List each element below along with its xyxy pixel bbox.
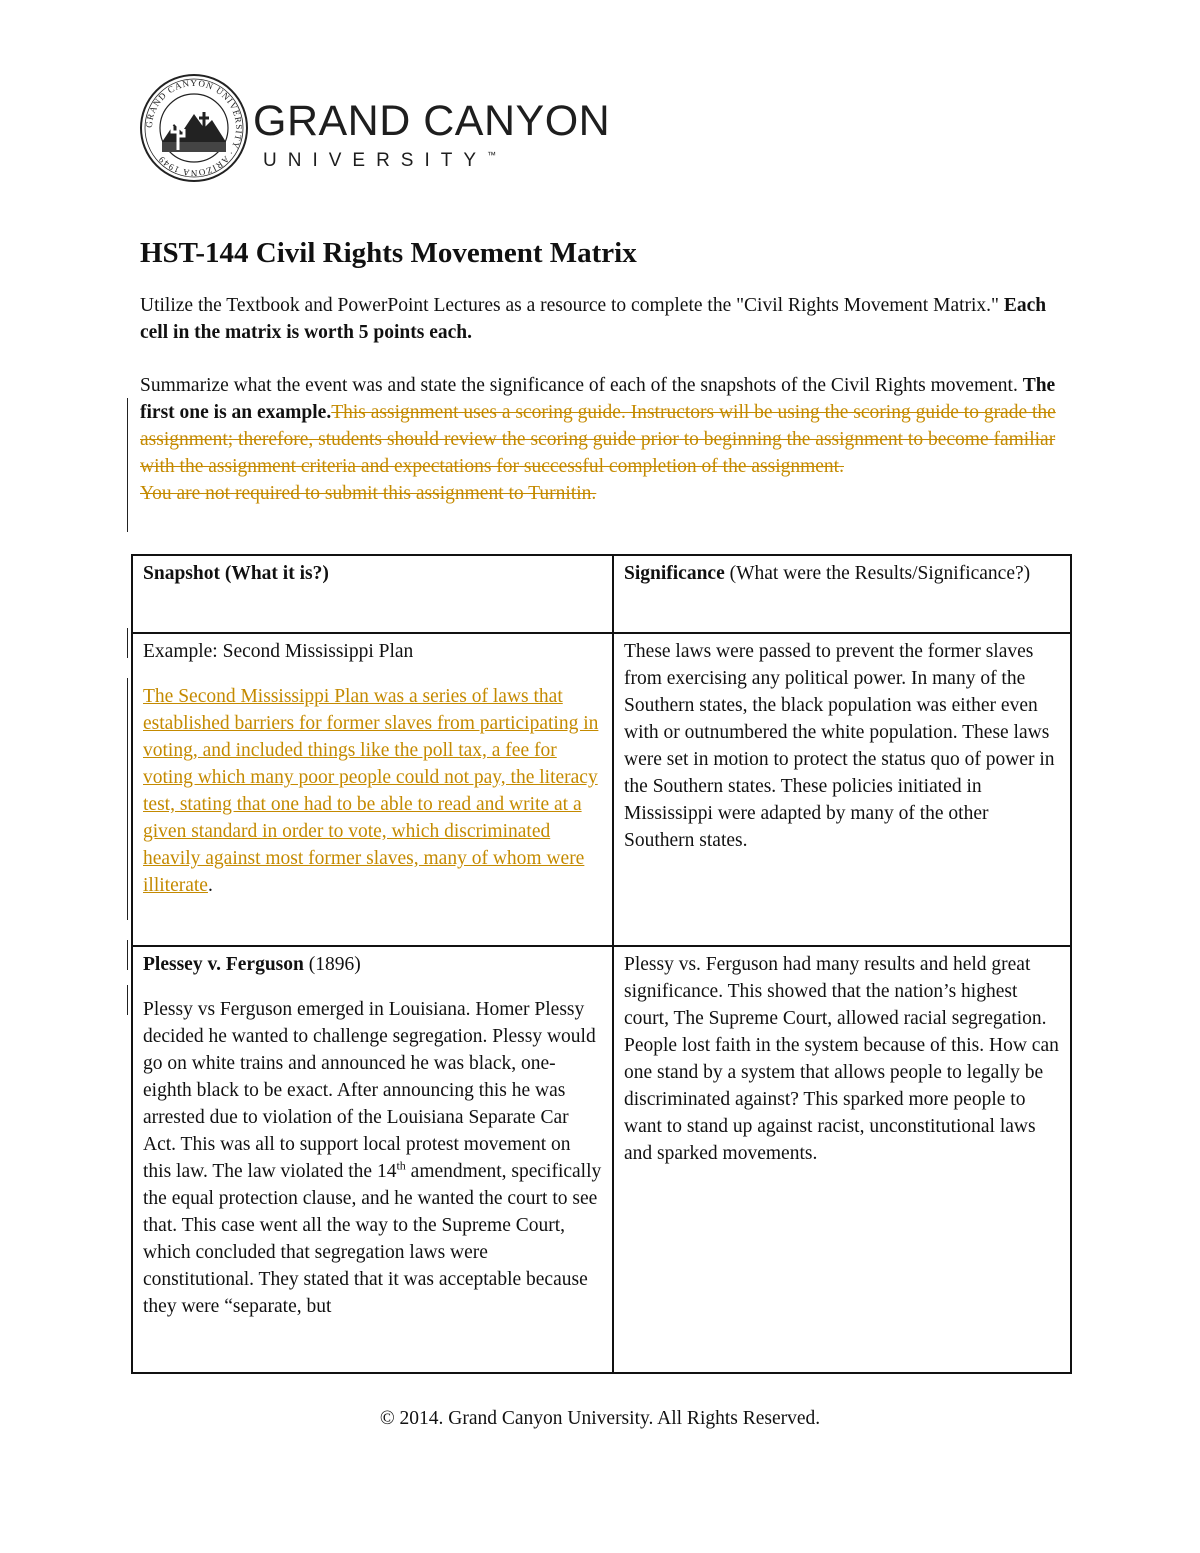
plessy-description	[143, 996, 602, 1320]
intro-paragraph	[140, 292, 1070, 346]
change-bar	[127, 985, 128, 1015]
university-seal-icon	[138, 72, 250, 184]
plessy-title-bold: Plessey v. Ferguson	[143, 954, 304, 975]
header-snapshot-cell	[132, 555, 613, 633]
plessy-text-a: Plessy vs Ferguson emerged in Louisiana. Homer Plessy decided he wanted to challenge segregation. Plessy would go on white trains and announced he was black, one- eighth black to be exact. After announcing this he was arrested due to violation of the Louisiana Separate Car Act. This was all to support local protest movement on this law. The law violated the 14	[143, 999, 596, 1182]
example-snapshot-cell	[132, 633, 613, 946]
change-bar	[127, 628, 128, 658]
copyright-footer: © 2014. Grand Canyon University. All Rights Reserved.	[379, 1408, 821, 1429]
header-significance-label: Significance	[624, 563, 725, 584]
change-bar	[127, 398, 128, 532]
page-title: HST-144 Civil Rights Movement Matrix	[140, 237, 637, 269]
intro-points-note: Each cell in the matrix is worth 5 points each.	[140, 295, 1047, 343]
change-bar	[127, 940, 128, 970]
header-snapshot-label: Snapshot (What it is?)	[143, 563, 329, 584]
example-significance-cell	[613, 633, 1071, 946]
university-subtitle-text: UNIVERSITY	[263, 150, 488, 171]
plessy-year: (1896)	[303, 954, 361, 975]
plessy-ordinal-suffix: th	[396, 1158, 406, 1173]
example-significance: These laws were passed to prevent the former slaves from exercising any political power. In many of the Southern states, the black population was either even with or outnumbered the white population. These laws were set in motion to protect the status quo of power in the Southern states. These policies initiated in Mississippi were adapted by many of the other Southern states.	[624, 641, 1055, 851]
seal-lettering: GRAND CANYON UNIVERSITY · ARIZONA 1949	[143, 77, 245, 179]
trademark-symbol: ™	[487, 150, 497, 160]
plessy-snapshot-cell	[132, 946, 613, 1373]
university-name: GRAND CANYON	[253, 97, 611, 145]
table-row	[132, 633, 1071, 946]
deleted-scoring-guide-text: This assignment uses a scoring guide. Instructors will be using the scoring guide to grade the assignment; therefore, students should review the scoring guide prior to beginning the assignment to become familiar with the assignment criteria and expectations for successful completion of the assignment.	[140, 402, 1056, 477]
instructions-text: Summarize what the event was and state the significance of each of the snapshots of the Civil Rights movement.	[140, 375, 1023, 396]
table-header-row	[132, 555, 1071, 633]
example-period: .	[207, 875, 213, 896]
deleted-turnitin-text: You are not required to submit this assignment to Turnitin.	[140, 483, 597, 504]
header-significance-cell	[613, 555, 1071, 633]
example-note: The first one is an example.	[140, 375, 1056, 423]
header-significance-hint: (What were the Results/Significance?)	[724, 563, 1031, 584]
plessy-significance-cell	[613, 946, 1071, 1373]
example-description-paragraph	[143, 683, 602, 899]
plessy-title	[143, 951, 602, 978]
plessy-significance: Plessy vs. Ferguson had many results and held great significance. This showed that the nation’s highest court, The Supreme Court, allowed racial segregation. People lost faith in the system because of this. How can one stand by a system that allows people to legally be discriminated against? This sparked more people to want to stand up against racist, unconstitutional laws and sparked movements.	[624, 954, 1059, 1164]
university-subtitle	[263, 151, 496, 170]
table-row	[132, 946, 1071, 1373]
example-description: The Second Mississippi Plan was a series of laws that established barriers for former slaves from participating in voting, and included things like the poll tax, a fee for voting which many poor people could not pay, the literacy test, stating that one had to be able to read and write at a given standard in order to vote, which discriminated heavily against most former slaves, many of whom were illiterate	[143, 686, 599, 896]
example-label: Example: Second Mississippi Plan	[143, 641, 414, 662]
plessy-text-b: amendment, specifically the equal protection clause, and he wanted the court to see that. This case went all the way to the Supreme Court, which concluded that segregation laws were constitutional. They stated that it was acceptable because they were “separate, but	[143, 1161, 602, 1317]
civil-rights-matrix	[131, 554, 1072, 1374]
intro-text: Utilize the Textbook and PowerPoint Lectures as a resource to complete the "Civil Rights Movement Matrix."	[140, 295, 1004, 316]
change-bar	[127, 678, 128, 920]
instructions-paragraph	[140, 372, 1070, 507]
